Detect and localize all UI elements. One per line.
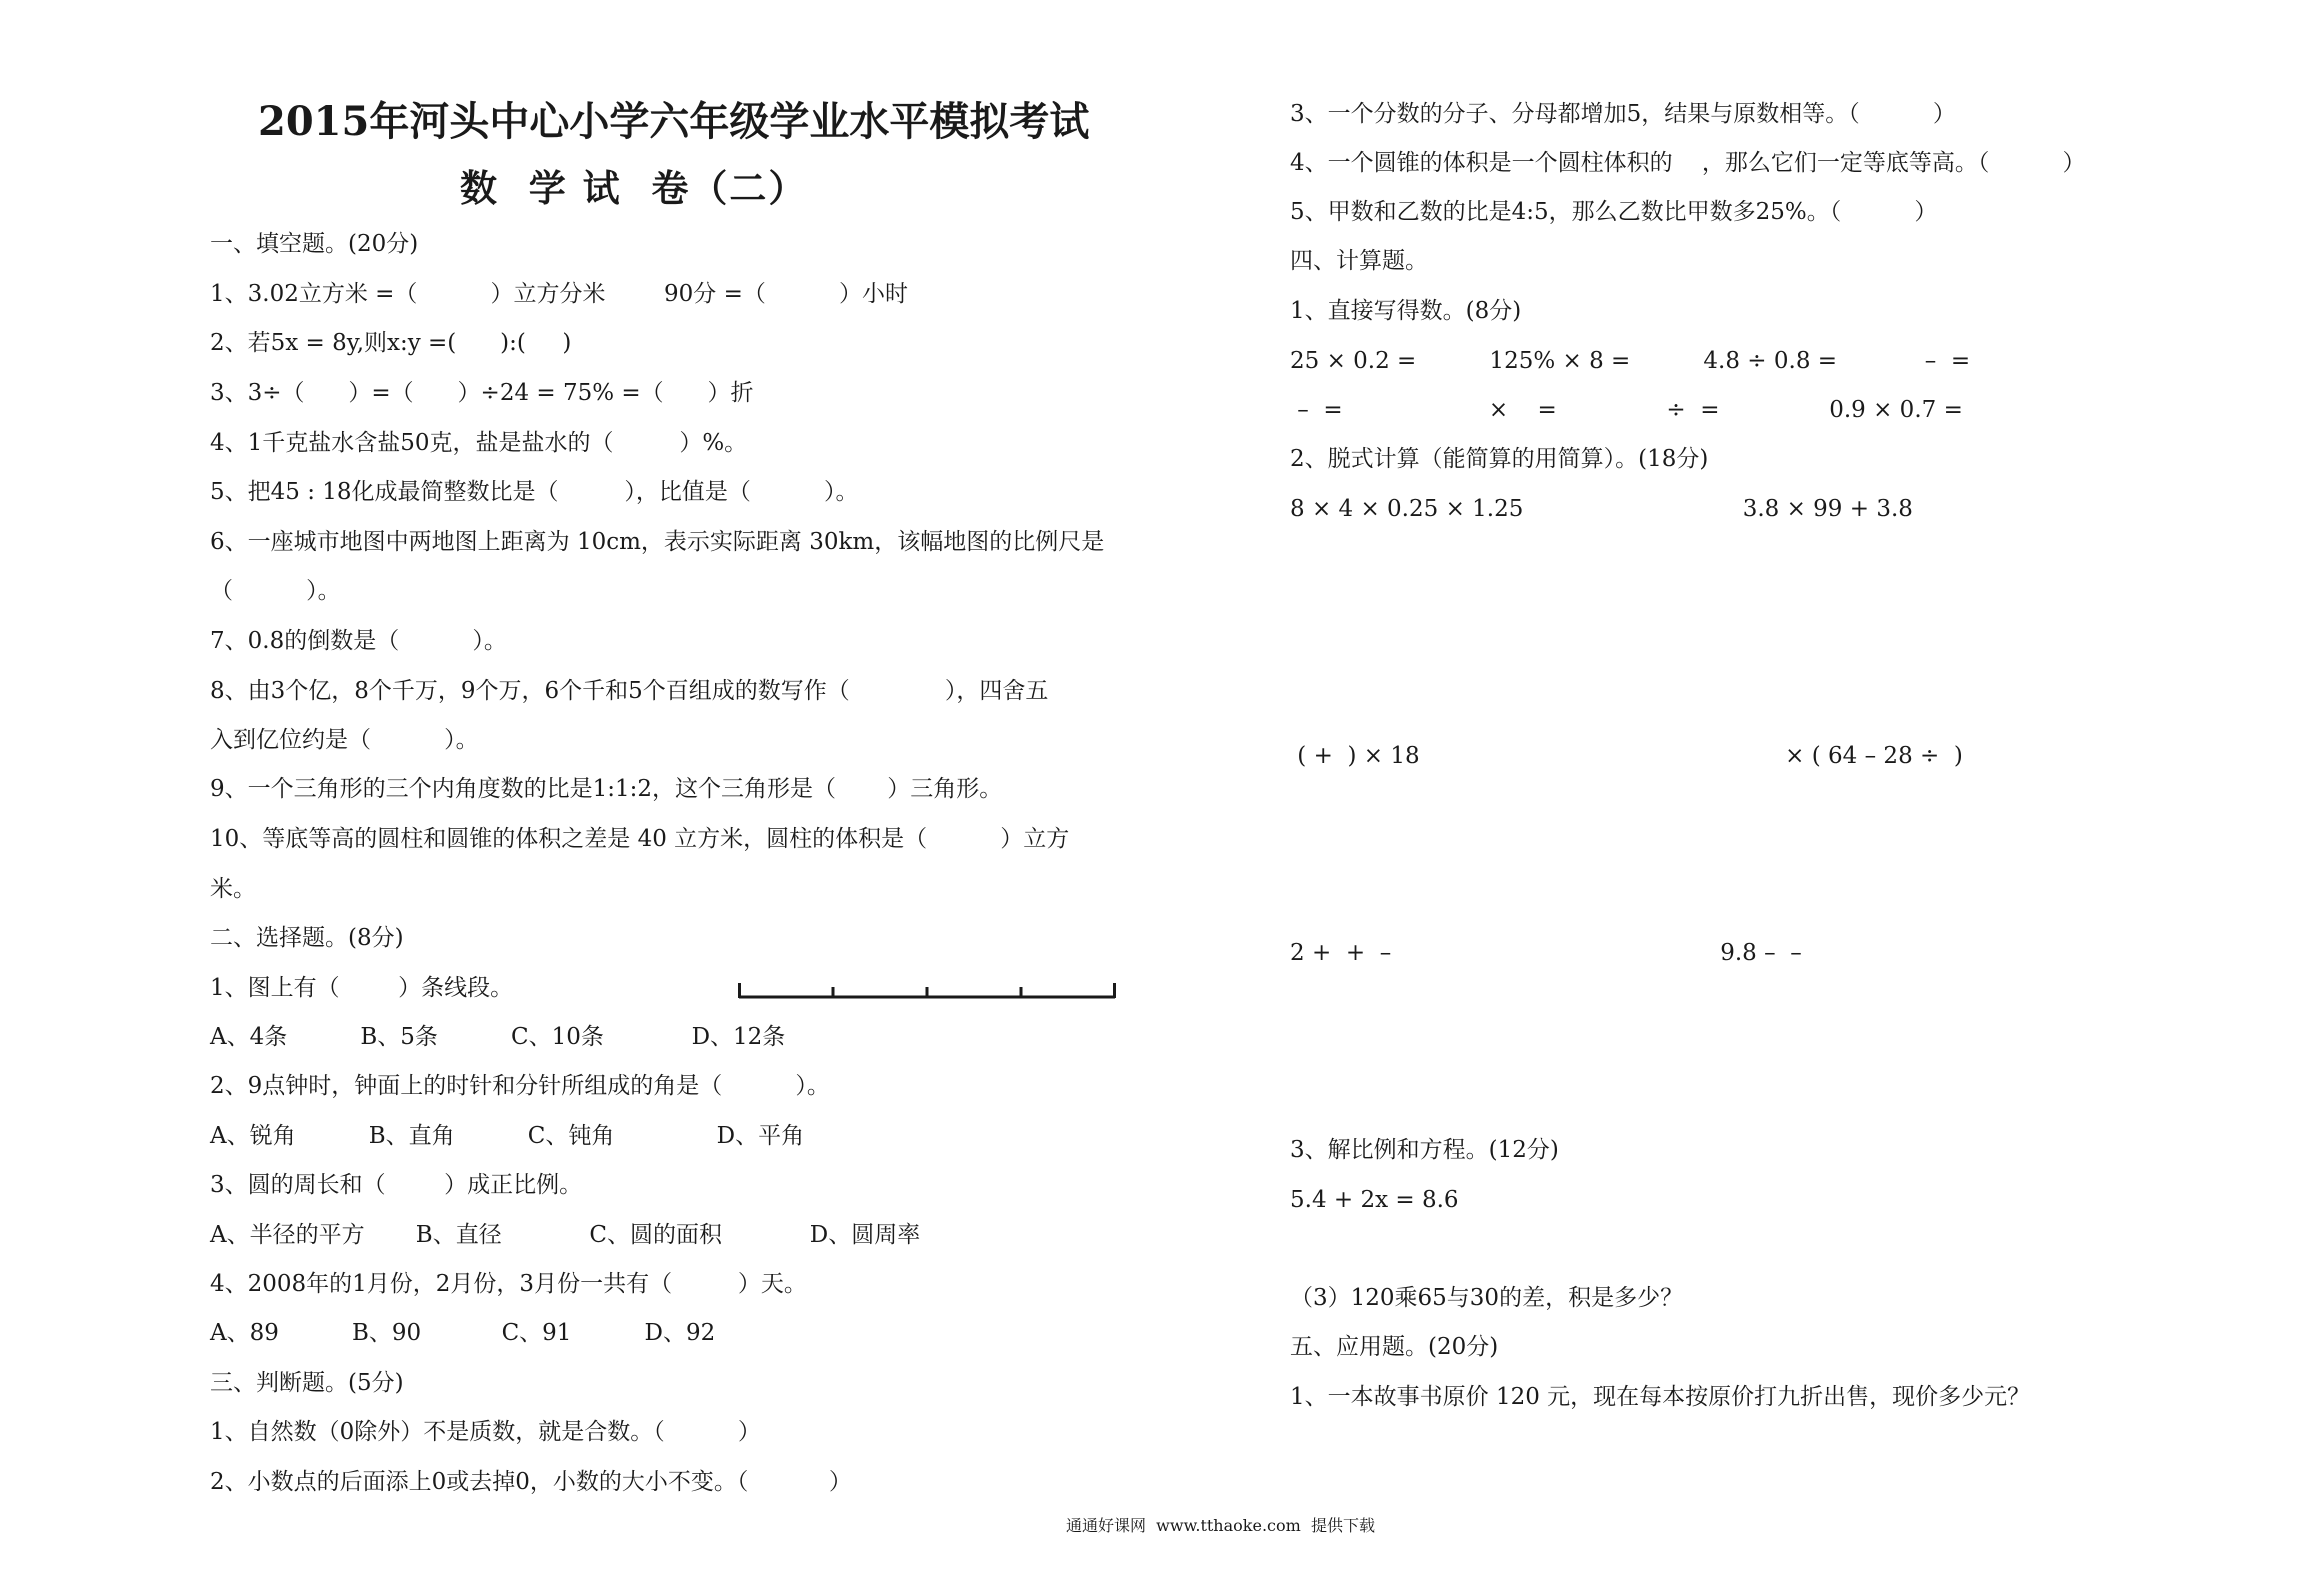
page-footer: 通通好课网 www.tthaoke.com 提供下载: [1066, 1516, 1375, 1535]
exam-subtitle: 数 学 试 卷（二）: [460, 166, 808, 210]
exam-title: 2015年河头中心小学六年级学业水平模拟考试: [258, 98, 1090, 145]
section-calculation-heading: 四、计算题。: [1290, 248, 1428, 274]
question-text: 1、自然数（0除外）不是质数，就是合数。（ ）: [210, 1419, 761, 1445]
question-text: 3、圆的周长和（ ）成正比例。: [210, 1172, 583, 1198]
calculation-row: – = × = ÷ = 0.9 × 0.7 =: [1290, 397, 1963, 423]
question-text: 1、图上有（ ）条线段。: [210, 975, 514, 1001]
question-text: 4、一个圆锥的体积是一个圆柱体积的 ，那么它们一定等底等高。（ ）: [1290, 150, 2086, 176]
question-text: 3、3÷（ ）=（ ）÷24 = 75% =（ ）折: [210, 380, 754, 406]
question-text: 1、3.02立方米 =（ ）立方分米 90分 =（ ）小时: [210, 281, 908, 307]
choice-options: A、4条 B、5条 C、10条 D、12条: [210, 1024, 786, 1050]
question-text: 5、把45 : 18化成最简整数比是（ ），比值是（ ）。: [210, 479, 859, 505]
choice-options: A、89 B、90 C、91 D、92: [210, 1320, 716, 1346]
calculation-row: ( + ) × 18 × ( 64 – 28 ÷ ): [1290, 743, 1963, 769]
question-text: 4、1千克盐水含盐50克，盐是盐水的（ ）%。: [210, 430, 748, 456]
question-text: 1、直接写得数。(8分): [1290, 298, 1522, 324]
question-text: 2、小数点的后面添上0或去掉0，小数的大小不变。（ ）: [210, 1469, 852, 1495]
question-text: 入到亿位约是（ ）。: [210, 727, 479, 753]
question-text: 3、解比例和方程。(12分): [1290, 1137, 1559, 1163]
question-text: （ ）。: [210, 578, 341, 604]
section-choice-heading: 二、选择题。(8分): [210, 925, 404, 951]
question-text: 2、9点钟时，钟面上的时针和分针所组成的角是（ ）。: [210, 1073, 830, 1099]
question-text: （3）120乘65与30的差，积是多少？: [1290, 1285, 1684, 1311]
question-text: 1、一本故事书原价 120 元，现在每本按原价打九折出售，现价多少元？: [1290, 1384, 2031, 1410]
question-text: 8、由3个亿，8个千万，9个万，6个千和5个百组成的数写作（ ），四舍五: [210, 678, 1049, 704]
question-text: 2、若5x = 8y,则x:y =( ):( ): [210, 330, 572, 356]
question-text: 4、2008年的1月份，2月份，3月份一共有（ ）天。: [210, 1271, 807, 1297]
choice-options: A、锐角 B、直角 C、钝角 D、平角: [210, 1123, 805, 1149]
question-text: 5、甲数和乙数的比是4:5，那么乙数比甲数多25%。（ ）: [1290, 199, 1938, 225]
question-text: 9、一个三角形的三个内角度数的比是1:1:2，这个三角形是（ ）三角形。: [210, 776, 1003, 802]
section-fill-blank-heading: 一、填空题。(20分): [210, 231, 419, 257]
question-text: 7、0.8的倒数是（ ）。: [210, 628, 507, 654]
calculation-row: 2 + + – 9.8 – –: [1290, 940, 1802, 966]
question-text: 10、等底等高的圆柱和圆锥的体积之差是 40 立方米，圆柱的体积是（ ）立方: [210, 826, 1070, 852]
calculation-row: 8 × 4 × 0.25 × 1.25 3.8 × 99 + 3.8: [1290, 496, 1913, 522]
line-segment-figure: [738, 983, 1116, 999]
question-text: 3、一个分数的分子、分母都增加5，结果与原数相等。（ ）: [1290, 101, 1956, 127]
section-true-false-heading: 三、判断题。(5分): [210, 1370, 404, 1396]
question-text: 米。: [210, 876, 256, 902]
choice-options: A、半径的平方 B、直径 C、圆的面积 D、圆周率: [210, 1222, 921, 1248]
question-text: 6、一座城市地图中两地图上距离为 10cm，表示实际距离 30km，该幅地图的比例尺是: [210, 529, 1105, 555]
calculation-row: 25 × 0.2 = 125% × 8 = 4.8 ÷ 0.8 = – =: [1290, 348, 1971, 374]
equation: 5.4 + 2x = 8.6: [1290, 1187, 1459, 1213]
section-application-heading: 五、应用题。(20分): [1290, 1334, 1499, 1360]
question-text: 2、脱式计算（能简算的用简算）。(18分): [1290, 446, 1709, 472]
